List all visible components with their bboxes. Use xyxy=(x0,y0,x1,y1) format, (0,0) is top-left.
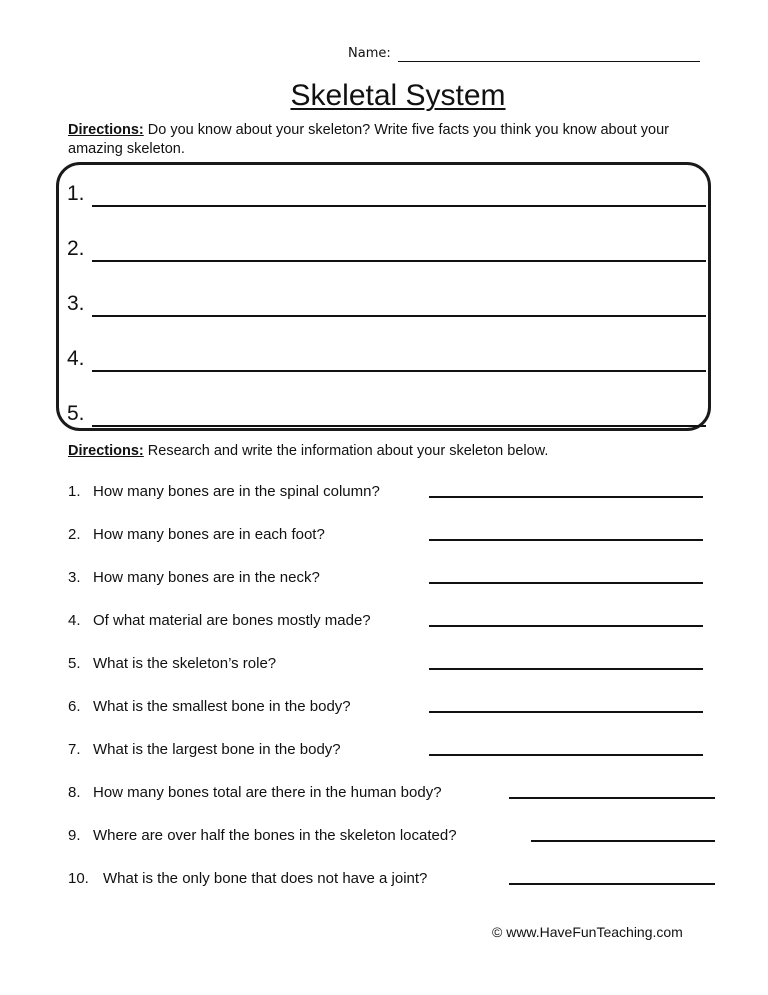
fact-number: 5. xyxy=(67,402,85,425)
question-text: What is the largest bone in the body? xyxy=(93,741,341,758)
question-number: 5. xyxy=(68,655,81,672)
question-number: 10. xyxy=(68,870,89,887)
fact-answer-line xyxy=(92,425,706,427)
question-item xyxy=(68,778,718,808)
fact-number: 1. xyxy=(67,182,85,205)
question-number: 7. xyxy=(68,741,81,758)
answer-line xyxy=(509,883,715,885)
question-number: 3. xyxy=(68,569,81,586)
question-item xyxy=(68,563,718,593)
worksheet-title: Skeletal System xyxy=(290,79,506,112)
answer-line xyxy=(429,496,703,498)
fact-line xyxy=(67,176,707,210)
answer-line xyxy=(429,668,703,670)
question-item xyxy=(68,520,718,550)
fact-line xyxy=(67,286,707,320)
question-text: Where are over half the bones in the skeleton located? xyxy=(93,827,457,844)
name-row xyxy=(348,44,708,66)
fact-line xyxy=(67,341,707,375)
question-text: How many bones total are there in the human body? xyxy=(93,784,442,801)
fact-number: 4. xyxy=(67,347,85,370)
question-text: What is the skeleton’s role? xyxy=(93,655,277,672)
directions-section-2 xyxy=(68,442,708,461)
answer-line xyxy=(429,754,703,756)
answer-line xyxy=(429,625,703,627)
fact-answer-line xyxy=(92,315,706,317)
fact-line xyxy=(67,231,707,265)
answer-line xyxy=(509,797,715,799)
question-text: What is the only bone that does not have a joint? xyxy=(103,870,428,887)
question-item xyxy=(68,477,718,507)
question-number: 2. xyxy=(68,526,81,543)
fact-answer-line xyxy=(92,205,706,207)
question-text: How many bones are in the neck? xyxy=(93,569,320,586)
question-number: 6. xyxy=(68,698,81,715)
copyright-footer: © www.HaveFunTeaching.com xyxy=(492,924,683,940)
question-item xyxy=(68,692,718,722)
question-text: Of what material are bones mostly made? xyxy=(93,612,371,629)
fact-number: 2. xyxy=(67,237,85,260)
question-item xyxy=(68,821,718,851)
fact-line xyxy=(67,396,707,430)
facts-box xyxy=(56,162,711,431)
fact-answer-line xyxy=(92,260,706,262)
question-number: 9. xyxy=(68,827,81,844)
question-number: 8. xyxy=(68,784,81,801)
questions-list xyxy=(68,477,718,907)
question-number: 4. xyxy=(68,612,81,629)
question-item xyxy=(68,606,718,636)
question-item xyxy=(68,649,718,679)
answer-line xyxy=(531,840,715,842)
directions-label: Directions: xyxy=(68,443,144,459)
name-label: Name: xyxy=(348,46,391,61)
answer-line xyxy=(429,711,703,713)
question-item xyxy=(68,864,718,894)
fact-number: 3. xyxy=(67,292,85,315)
question-number: 1. xyxy=(68,483,81,500)
directions-text: Research and write the information about your skeleton below. xyxy=(143,443,549,459)
directions-text: Do you know about your skeleton? Write five facts you think you know about your amazing skeleton. xyxy=(68,122,669,157)
directions-section-1 xyxy=(68,121,708,159)
name-answer-line xyxy=(398,61,700,62)
answer-line xyxy=(429,582,703,584)
question-text: How many bones are in each foot? xyxy=(93,526,325,543)
fact-answer-line xyxy=(92,370,706,372)
question-text: How many bones are in the spinal column? xyxy=(93,483,380,500)
question-item xyxy=(68,735,718,765)
question-text: What is the smallest bone in the body? xyxy=(93,698,351,715)
answer-line xyxy=(429,539,703,541)
directions-label: Directions: xyxy=(68,122,144,138)
